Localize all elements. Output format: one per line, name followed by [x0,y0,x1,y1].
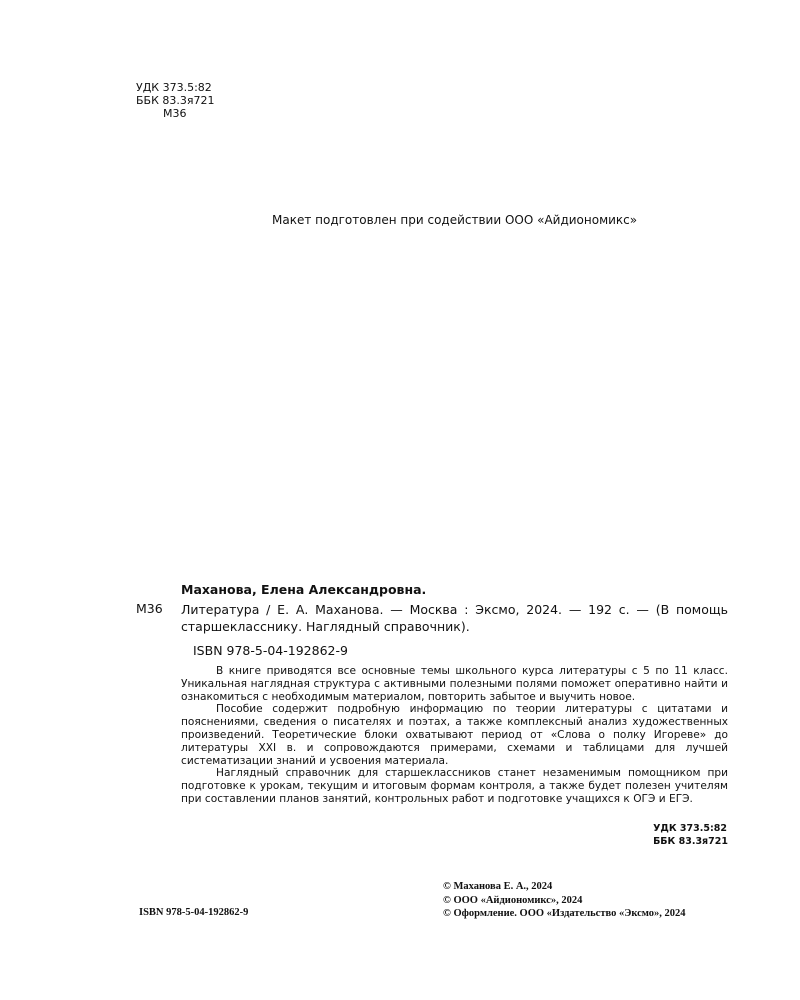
author-heading: Маханова, Елена Александровна. [181,582,427,597]
copyright-line: © Оформление. ООО «Издательство «Эксмо», 2024 [443,908,686,919]
author-code-left: М36 [136,601,163,616]
udk-code-bottom: УДК 373.5:82 [653,823,727,834]
annotation [181,665,728,806]
copyright-block [443,880,686,921]
layout-credit: Макет подготовлен при содействии ООО «Айдиономикс» [272,213,638,227]
annotation-paragraph: В книге приводятся все основные темы школьного курса литературы с 5 по 11 класс. Уникальная наглядная структура с активными полезными полями поможет оперативно найти и ознакомиться с необходимым материалом, повторить забытое и выучить новое. [181,665,728,703]
copyright-line: © Маханова Е. А., 2024 [443,881,553,892]
udk-code: УДК 373.5:82 [136,81,212,94]
bbk-code-bottom: ББК 83.3я721 [653,836,728,847]
classification-codes-bottom [653,822,728,848]
classification-block [136,81,215,120]
copyright-line: © ООО «Айдиономикс», 2024 [443,894,583,906]
annotation-paragraph: Пособие содержит подробную информацию по теории литературы с цитатами и пояснениями, сведения о писателях и поэтах, а также комплексный анализ художественных произведений. Теоретические блоки охватывают период от «Слова о полку Игореве» до литературы XXI в. и сопровождаются примерами, схемами и таблицами для лучшей систематизации знаний и усвоения материала. [181,703,728,767]
bbk-code: ББК 83.3я721 [136,94,215,107]
author-code: М36 [163,107,187,120]
annotation-paragraph: Наглядный справочник для старшеклассников станет незаменимым помощником при подготовке к урокам, текущим и итоговым формам контроля, а также будет полезен учителям при составлении планов занятий, контрольных работ и подготовке учащихся к ОГЭ и ЕГЭ. [181,767,728,805]
isbn-line: ISBN 978-5-04-192862-9 [193,643,348,658]
bibliographic-description: Литература / Е. А. Маханова. — Москва : Эксмо, 2024. — 192 с. — (В помощь старшекласснику. Наглядный справочник). [181,602,728,634]
isbn-bottom: ISBN 978-5-04-192862-9 [139,907,249,918]
